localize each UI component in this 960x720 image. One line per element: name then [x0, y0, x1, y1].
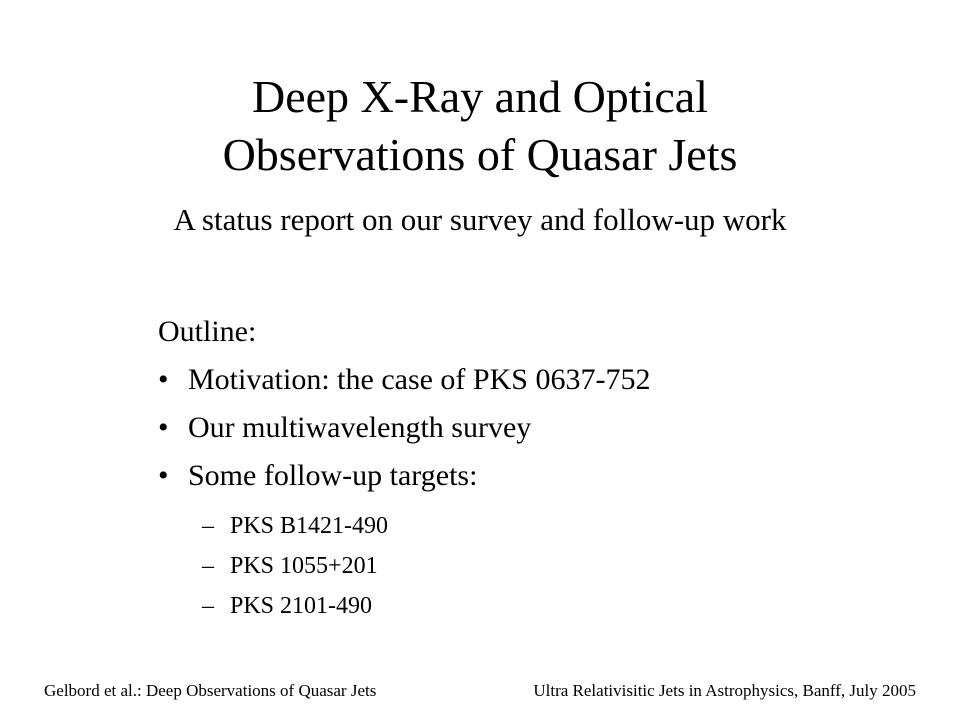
slide-subtitle: A status report on our survey and follow-up work: [173, 202, 787, 237]
dash-icon: –: [202, 593, 214, 619]
outline-heading: Outline:: [158, 315, 257, 348]
sub-bullet-text: PKS 1055+201: [230, 553, 378, 579]
dash-icon: –: [202, 553, 214, 579]
dash-icon: –: [202, 513, 214, 539]
bullet-icon: •: [158, 411, 169, 444]
footer-left: Gelbord et al.: Deep Observations of Quasar Jets: [44, 681, 377, 700]
bullet-text: Some follow-up targets:: [188, 459, 478, 492]
footer-right: Ultra Relativisitic Jets in Astrophysics, Banff, July 2005: [533, 681, 916, 700]
slide-title: [0, 68, 960, 184]
bullet-text: Motivation: the case of PKS 0637-752: [188, 363, 651, 396]
sub-bullet-text: PKS 2101-490: [230, 593, 373, 619]
title-line-2: Observations of Quasar Jets: [222, 129, 738, 180]
bullet-text: Our multiwavelength survey: [188, 411, 532, 444]
bullet-icon: •: [158, 363, 169, 396]
title-line-1: Deep X-Ray and Optical: [251, 71, 708, 122]
sub-bullet-text: PKS B1421-490: [230, 513, 389, 539]
bullet-icon: •: [158, 459, 169, 492]
